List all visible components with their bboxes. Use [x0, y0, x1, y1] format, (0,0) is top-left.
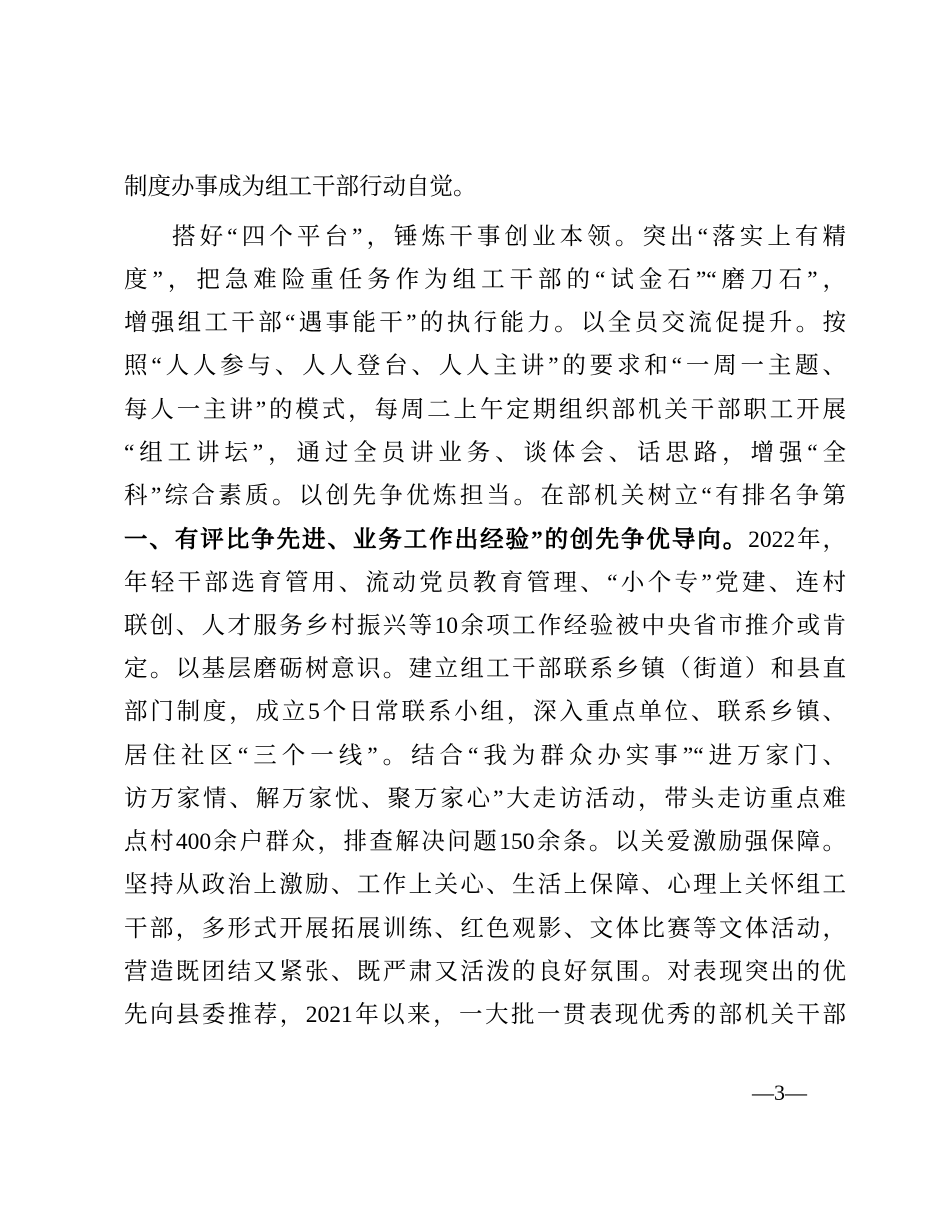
text-line: 定。以基层磨砺树意识。建立组工干部联系乡镇（街道）和县直	[124, 656, 846, 682]
text-line: 照“人人参与、人人登台、人人主讲”的要求和“一周一主题、	[124, 353, 846, 379]
text-line: 营造既团结又紧张、既严肃又活泼的良好氛围。对表现突出的优	[124, 959, 846, 985]
text-line: 干部，多形式开展拓展训练、红色观影、文体比赛等文体活动，	[124, 916, 846, 942]
text-line: 每人一主讲”的模式，每周二上午定期组织部机关干部职工开展	[124, 397, 846, 423]
normal-text: 2022年，	[748, 527, 847, 553]
text-line: 居住社区“三个一线”。结合“我为群众办实事”“进万家门、	[124, 743, 846, 769]
text-line: 制度办事成为组工干部行动自觉。	[124, 174, 477, 200]
text-line: 坚持从政治上激励、工作上关心、生活上保障、心理上关怀组工	[124, 872, 846, 898]
page-number: —3—	[752, 1080, 807, 1105]
text-line: 年轻干部选育管用、流动党员教育管理、“小个专”党建、连村	[124, 570, 846, 596]
text-line: “组工讲坛”，通过全员讲业务、谈体会、话思路，增强“全	[124, 440, 846, 466]
bold-text: 一、有评比争先进、业务工作出经验”的创先争优导向。	[124, 527, 749, 553]
text-line: 增强组工干部“遇事能干”的执行能力。以全员交流促提升。按	[124, 310, 846, 336]
text-line: 点村400余户群众，排查解决问题150余条。以关爱激励强保障。	[124, 829, 846, 855]
paragraph-start-line: 搭好“四个平台”，锤炼干事创业本领。突出“落实上有精	[172, 224, 846, 250]
text-line: 度”，把急难险重任务作为组工干部的“试金石”“磨刀石”，	[124, 267, 846, 293]
text-line: 联创、人才服务乡村振兴等10余项工作经验被中央省市推介或肯	[124, 613, 846, 639]
text-line: 部门制度，成立5个日常联系小组，深入重点单位、联系乡镇、	[124, 699, 846, 725]
text-line: 先向县委推荐，2021年以来，一大批一贯表现优秀的部机关干部	[124, 1002, 846, 1028]
text-line: 科”综合素质。以创先争优炼担当。在部机关树立“有排名争第	[124, 483, 846, 509]
text-line: 访万家情、解万家忧、聚万家心”大走访活动，带头走访重点难	[124, 786, 846, 812]
text-line-bold-mixed	[124, 523, 846, 557]
